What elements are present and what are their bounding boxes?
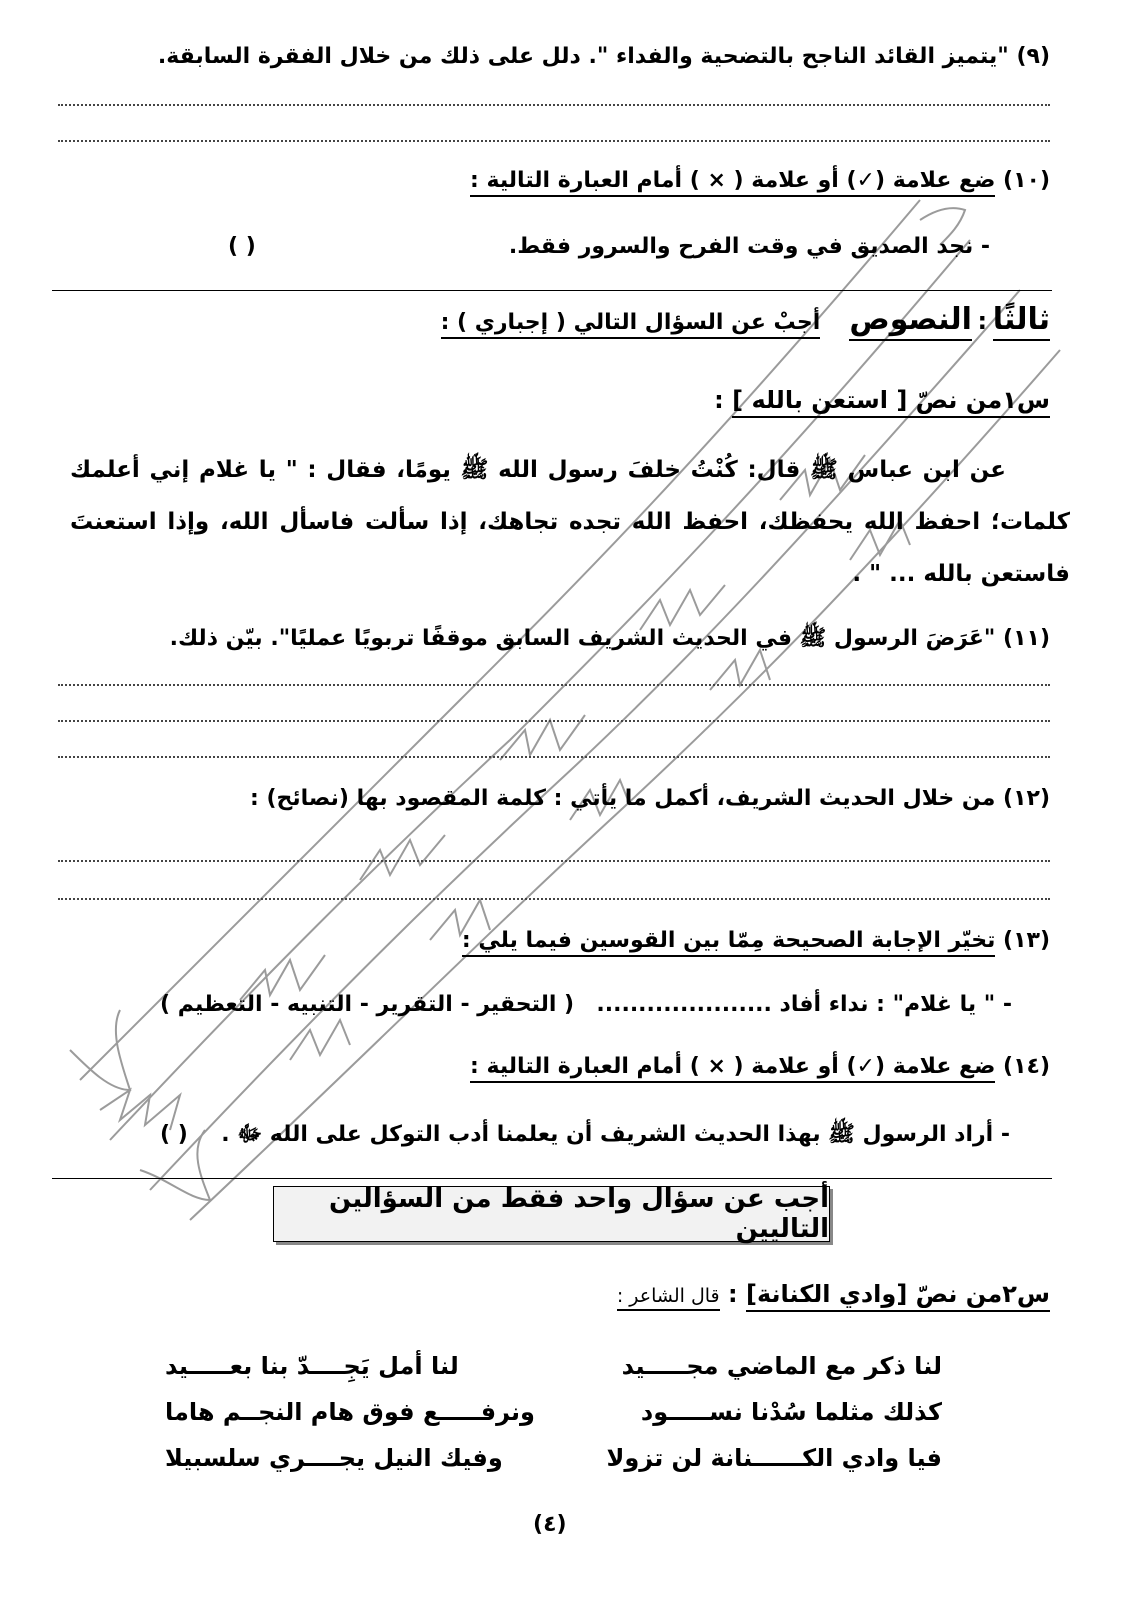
question-13-options: ( التحقير - التقرير - التنبيه - التعظيم ): [160, 992, 575, 1017]
answer-line: [58, 898, 1050, 900]
question-10-label: (١٠): [1003, 168, 1050, 193]
question-13-text: تخيّر الإجابة الصحيحة مِمّا بين القوسين فيما يلي :: [462, 928, 995, 957]
answer-line: [58, 720, 1050, 722]
question-10-instruction: ضع علامة (✓) أو علامة ( × ) أمام العبارة التالية :: [470, 168, 995, 197]
question-14: [470, 1052, 1050, 1083]
question-s2-colon: :: [728, 1280, 738, 1308]
choice-instruction-box: أجب عن سؤال واحد فقط من السؤالين التاليين: [273, 1186, 830, 1242]
answer-brackets: ( ): [228, 234, 256, 259]
question-10: [470, 166, 1050, 197]
section-divider: [52, 1178, 1052, 1179]
poem-line-left: لنا أمل يَجِــــدّ بنا بعـــــيد: [165, 1352, 459, 1380]
section-3-title: ثالثًا: [993, 302, 1050, 341]
question-14-label: (١٤): [1003, 1054, 1050, 1079]
question-11-text: "عَرَضَ الرسول ﷺ في الحديث الشريف السابق موقفًا تربويًا عمليًا". بيّن ذلك.: [169, 626, 996, 651]
question-12: [250, 784, 1050, 815]
question-s1-heading: [714, 384, 1050, 418]
section-3-name: النصوص: [849, 302, 972, 341]
poem-line-right: كذلك مثلما سُدْنا نســـــود: [640, 1398, 942, 1426]
question-9-label: (٩): [1016, 44, 1050, 69]
question-13-label: (١٣): [1003, 928, 1050, 953]
poem-line-left: ونرفـــــع فوق هام النجــم هاما: [165, 1398, 535, 1426]
question-12-label: (١٢): [1003, 786, 1050, 811]
poem-line-right: فيا وادي الكــــــنانة لن تزولا: [606, 1444, 942, 1472]
question-12-text: من خلال الحديث الشريف، أكمل ما يأتي : كلمة المقصود بها (نصائح) :: [250, 786, 996, 811]
question-13-item: - " يا غلام" : نداء أفاد .....................: [596, 992, 1012, 1017]
question-14-statement: - أراد الرسول ﷺ بهذا الحديث الشريف أن يعلمنا أدب التوكل على الله ﷻ .: [221, 1122, 1010, 1147]
answer-line: [58, 684, 1050, 686]
page-number: (٤): [533, 1512, 567, 1537]
question-s2-title: س٢من نصّ [وادي الكنانة]: [746, 1280, 1050, 1312]
question-9-text: "يتميز القائد الناجح بالتضحية والفداء ". دلل على ذلك من خلال الفقرة السابقة.: [157, 44, 1009, 69]
answer-line: [58, 860, 1050, 862]
answer-line: [58, 104, 1050, 106]
question-13: [462, 926, 1050, 957]
answer-brackets: ( ): [160, 1122, 188, 1147]
question-14-instruction: ضع علامة (✓) أو علامة ( × ) أمام العبارة التالية :: [470, 1054, 995, 1083]
poet-intro: قال الشاعر :: [617, 1285, 720, 1311]
question-11-label: (١١): [1003, 626, 1050, 651]
question-11: [170, 624, 1050, 655]
question-9: [158, 42, 1050, 73]
question-10-statement: - نجد الصديق في وقت الفرح والسرور فقط.: [508, 234, 990, 259]
answer-line: [58, 140, 1050, 142]
question-s1-title: س١من نصّ [ استعن بالله ]: [732, 386, 1050, 418]
question-s1-colon: :: [714, 386, 724, 414]
poem-line-right: لنا ذكر مع الماضي مجـــــيد: [621, 1352, 942, 1380]
section-3-header: [441, 302, 1050, 337]
poem-line-left: وفيك النيل يجــــري سلسبيلا: [165, 1444, 503, 1472]
section-3-instruction: أجبْ عن السؤال التالي ( إجباري ) :: [441, 310, 821, 339]
section-3-colon: :: [977, 307, 988, 335]
question-s2-heading: [617, 1278, 1050, 1312]
hadith-passage: عن ابن عباس ﷺ قال: كُنْتُ خلفَ رسول الله ﷺ يومًا، فقال : " يا غلام إني أعلمك كلمات؛ احفظ الله يحفظك، احفظ الله تجده تجاهك، إذا سألت فاسأل الله، وإذا استعنتَ فاستعن بالله ... " .: [70, 457, 1070, 587]
answer-line: [58, 756, 1050, 758]
section-divider: [52, 290, 1052, 291]
